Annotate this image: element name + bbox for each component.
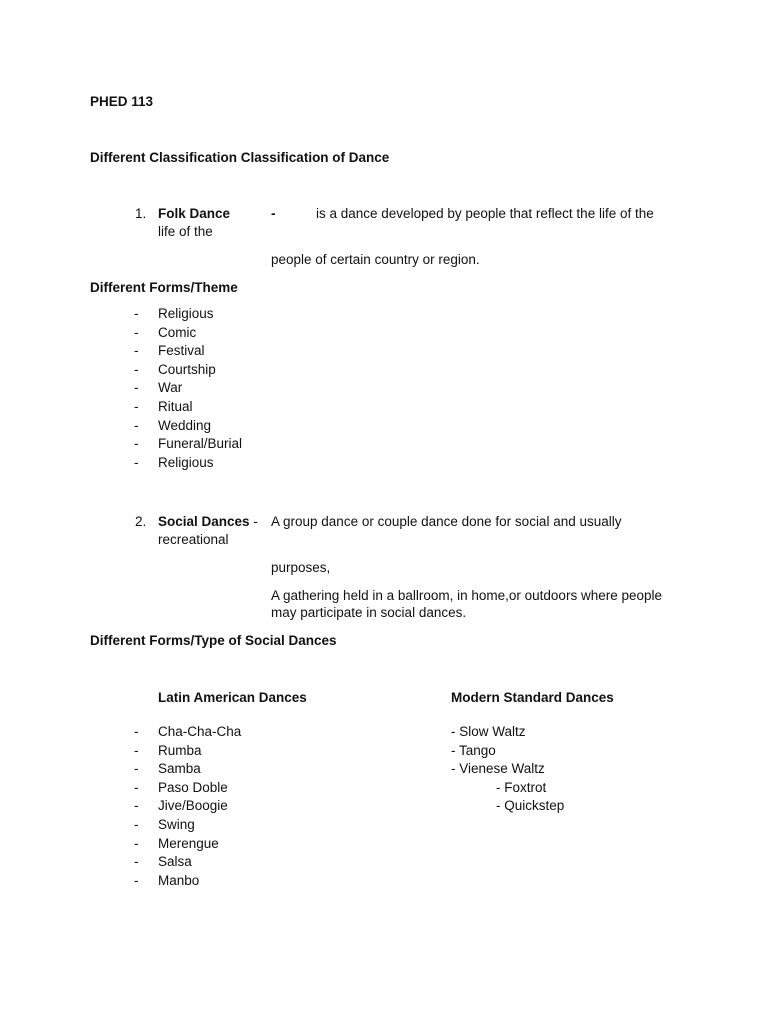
social-forms-heading: Different Forms/Type of Social Dances: [90, 633, 337, 648]
list-item-label: Rumba: [158, 742, 202, 758]
forms-theme-list: [134, 305, 334, 472]
list-item-label: Wedding: [158, 417, 212, 433]
list-item: [134, 454, 334, 473]
bullet-dash: -: [134, 398, 139, 414]
bullet-dash: -: [134, 454, 139, 470]
list-item-label: - Tango: [451, 742, 496, 758]
folk-dash: -: [271, 206, 276, 221]
bullet-dash: -: [134, 835, 139, 851]
list-item: [134, 835, 334, 854]
latin-title: Latin American Dances: [158, 690, 307, 705]
list-item-label: Religious: [158, 454, 214, 470]
folk-definition-line2: life of the: [158, 224, 213, 239]
social-definition-line5: may participate in social dances.: [271, 605, 467, 620]
bullet-dash: -: [134, 380, 139, 396]
social-definition-line2: recreational: [158, 532, 229, 547]
list-item: [134, 379, 334, 398]
bullet-dash: -: [134, 724, 139, 739]
list-item: [134, 324, 334, 343]
list-item-label: - Quickstep: [496, 798, 565, 814]
bullet-dash: -: [134, 742, 139, 758]
bullet-dash: -: [134, 306, 139, 321]
latin-dances-list: [134, 723, 334, 890]
list-item-label: Samba: [158, 761, 201, 777]
list-item-label: Funeral/Burial: [158, 436, 243, 452]
modern-dances-list: [451, 723, 671, 816]
list-item-label: Paso Doble: [158, 779, 228, 795]
list-item: [134, 435, 334, 454]
course-code: PHED 113: [90, 94, 154, 109]
social-definition-line1: A group dance or couple dance done for social and usually: [271, 514, 622, 529]
list-item-label: Salsa: [158, 854, 192, 870]
list-item-label: Cha-Cha-Cha: [158, 724, 242, 739]
list-item: [451, 779, 671, 798]
social-number: 2.: [135, 514, 147, 529]
list-item-label: - Slow Waltz: [451, 724, 526, 739]
bullet-dash: -: [134, 779, 139, 795]
list-item: [134, 816, 334, 835]
list-item: [134, 779, 334, 798]
bullet-dash: -: [134, 816, 139, 832]
list-item: [451, 797, 671, 816]
list-item-label: Swing: [158, 816, 195, 832]
list-item: [134, 342, 334, 361]
list-item-label: Festival: [158, 343, 205, 359]
social-definition-line4: A gathering held in a ballroom, in home,or outdoors where people: [271, 588, 662, 603]
list-item-label: - Foxtrot: [496, 779, 547, 795]
list-item-label: Comic: [158, 324, 197, 340]
bullet-dash: -: [134, 324, 139, 340]
list-item: [134, 742, 334, 761]
list-item: [134, 797, 334, 816]
list-item: [451, 742, 671, 761]
list-item-label: Ritual: [158, 398, 193, 414]
list-item: [134, 398, 334, 417]
forms-theme-heading: Different Forms/Theme: [90, 280, 238, 295]
list-item: [134, 361, 334, 380]
social-term-group: [158, 513, 258, 530]
list-item-label: Religious: [158, 306, 214, 321]
bullet-dash: -: [134, 361, 139, 377]
list-item-label: Courtship: [158, 361, 216, 377]
folk-definition-line1: is a dance developed by people that reflect the life of the: [316, 206, 654, 221]
list-item: [134, 305, 334, 324]
page-heading: Different Classification Classification of Dance: [90, 150, 390, 165]
bullet-dash: -: [134, 872, 139, 888]
bullet-dash: -: [134, 417, 139, 433]
list-item: [134, 723, 334, 742]
bullet-dash: -: [134, 798, 139, 814]
bullet-dash: -: [134, 343, 139, 359]
bullet-dash: -: [134, 854, 139, 870]
social-definition-line3: purposes,: [271, 560, 331, 575]
list-item: [134, 760, 334, 779]
list-item: [451, 723, 671, 742]
list-item-label: Merengue: [158, 835, 219, 851]
folk-number: 1.: [135, 206, 147, 221]
list-item-label: - Vienese Waltz: [451, 761, 545, 777]
list-item: [134, 872, 334, 891]
social-term: Social Dances: [158, 514, 250, 529]
bullet-dash: -: [134, 761, 139, 777]
list-item-label: Manbo: [158, 872, 200, 888]
folk-definition-line3: people of certain country or region.: [271, 252, 480, 267]
list-item-label: Jive/Boogie: [158, 798, 228, 814]
modern-title: Modern Standard Dances: [451, 690, 614, 705]
list-item: [134, 853, 334, 872]
bullet-dash: -: [134, 436, 139, 452]
social-dash: -: [253, 514, 258, 529]
list-item: [134, 417, 334, 436]
list-item: [451, 760, 671, 779]
folk-term: Folk Dance: [158, 206, 231, 221]
list-item-label: War: [158, 380, 183, 396]
